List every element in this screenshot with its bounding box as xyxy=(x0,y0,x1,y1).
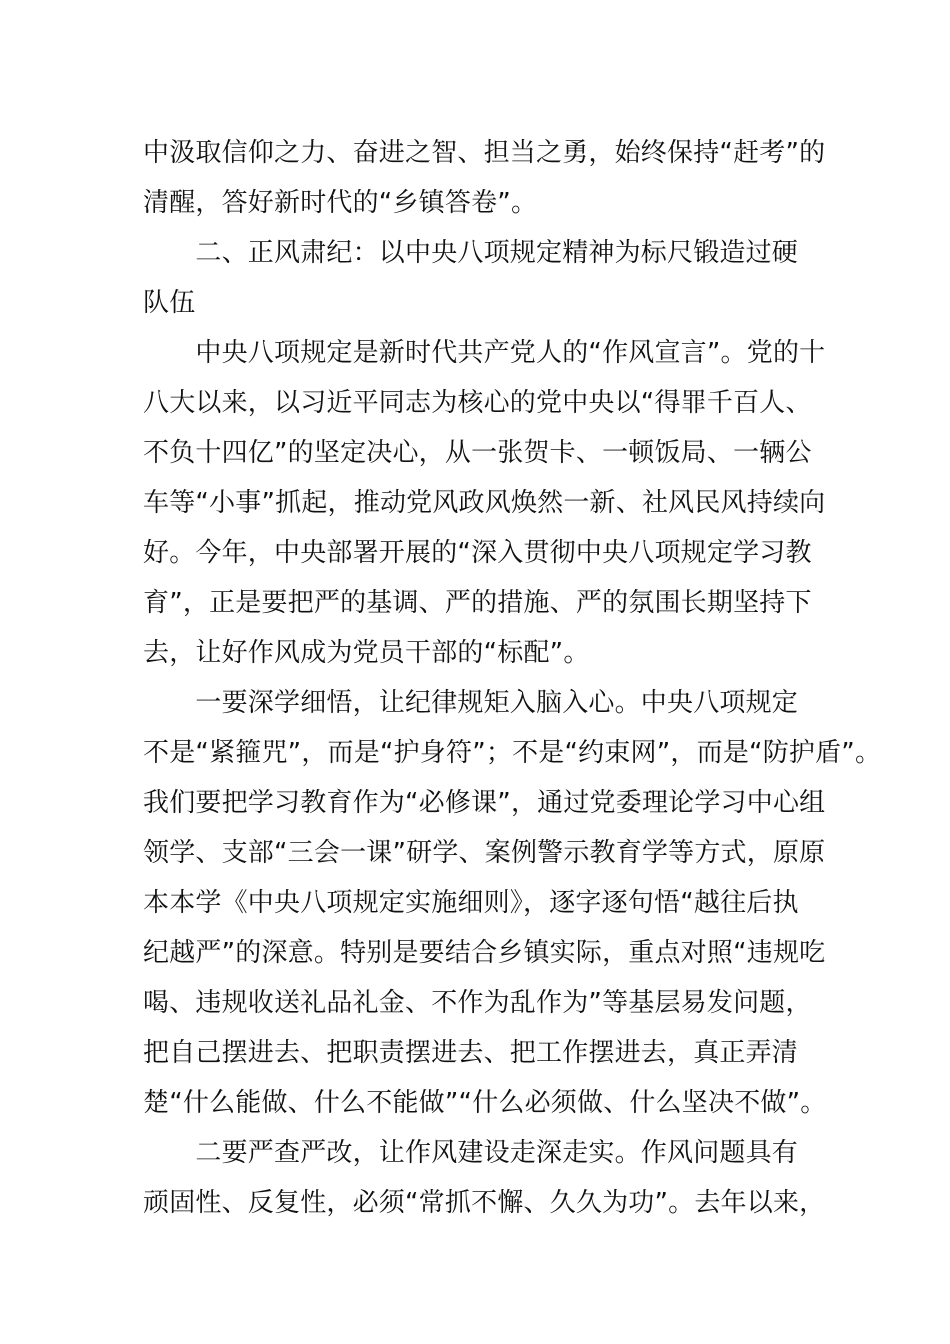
text-line: 清醒，答好新时代的“乡镇答卷”。 xyxy=(143,188,538,218)
text-line: 车等“小事”抓起，推动党风政风焕然一新、社风民风持续向 xyxy=(143,488,826,518)
section-heading xyxy=(143,228,813,328)
text-line: 二要严查严改，让作风建设走深走实。作风问题具有 xyxy=(143,1138,799,1168)
text-line: 我们要把学习教育作为“必修课”，通过党委理论学习中心组 xyxy=(143,788,826,818)
paragraph-point-two xyxy=(143,1128,826,1228)
text-line: 育”，正是要把严的基调、严的措施、严的氛围长期坚持下 xyxy=(143,588,812,618)
text-line: 不负十四亿”的坚定决心，从一张贺卡、一顿饭局、一辆公 xyxy=(143,438,812,468)
text-line: 本本学《中央八项规定实施细则》，逐字逐句悟“越往后执 xyxy=(143,888,799,918)
text-line: 队伍 xyxy=(143,288,196,318)
text-line: 领学、支部“三会一课”研学、案例警示教育学等方式，原原 xyxy=(143,838,826,868)
text-line: 中央八项规定是新时代共产党人的“作风宣言”。党的十 xyxy=(143,338,826,368)
text-line: 纪越严”的深意。特别是要结合乡镇实际，重点对照“违规吃 xyxy=(143,938,826,968)
text-line: 楚“什么能做、什么不能做”“什么必须做、什么坚决不做”。 xyxy=(143,1088,827,1118)
paragraph-point-one xyxy=(143,678,882,1128)
text-line: 中汲取信仰之力、奋进之智、担当之勇，始终保持“赶考”的 xyxy=(143,138,826,168)
document-body xyxy=(143,128,882,1228)
text-line: 八大以来，以习近平同志为核心的党中央以“得罪千百人、 xyxy=(143,388,812,418)
text-line: 去，让好作风成为党员干部的“标配”。 xyxy=(143,638,590,668)
text-line: 把自己摆进去、把职责摆进去、把工作摆进去，真正弄清 xyxy=(143,1038,799,1068)
text-line: 喝、违规收送礼品礼金、不作为乱作为”等基层易发问题， xyxy=(143,988,812,1018)
paragraph-eight-rules-intro xyxy=(143,328,826,678)
text-line: 一要深学细悟，让纪律规矩入脑入心。中央八项规定 xyxy=(143,688,799,718)
text-line: 顽固性、反复性，必须“常抓不懈、久久为功”。去年以来， xyxy=(143,1188,826,1218)
text-line: 二、正风肃纪：以中央八项规定精神为标尺锻造过硬 xyxy=(143,238,799,268)
text-line: 好。今年，中央部署开展的“深入贯彻中央八项规定学习教 xyxy=(143,538,812,568)
paragraph-intro-continuation xyxy=(143,128,826,228)
text-line: 不是“紧箍咒”，而是“护身符”；不是“约束网”，而是“防护盾”。 xyxy=(143,738,882,768)
